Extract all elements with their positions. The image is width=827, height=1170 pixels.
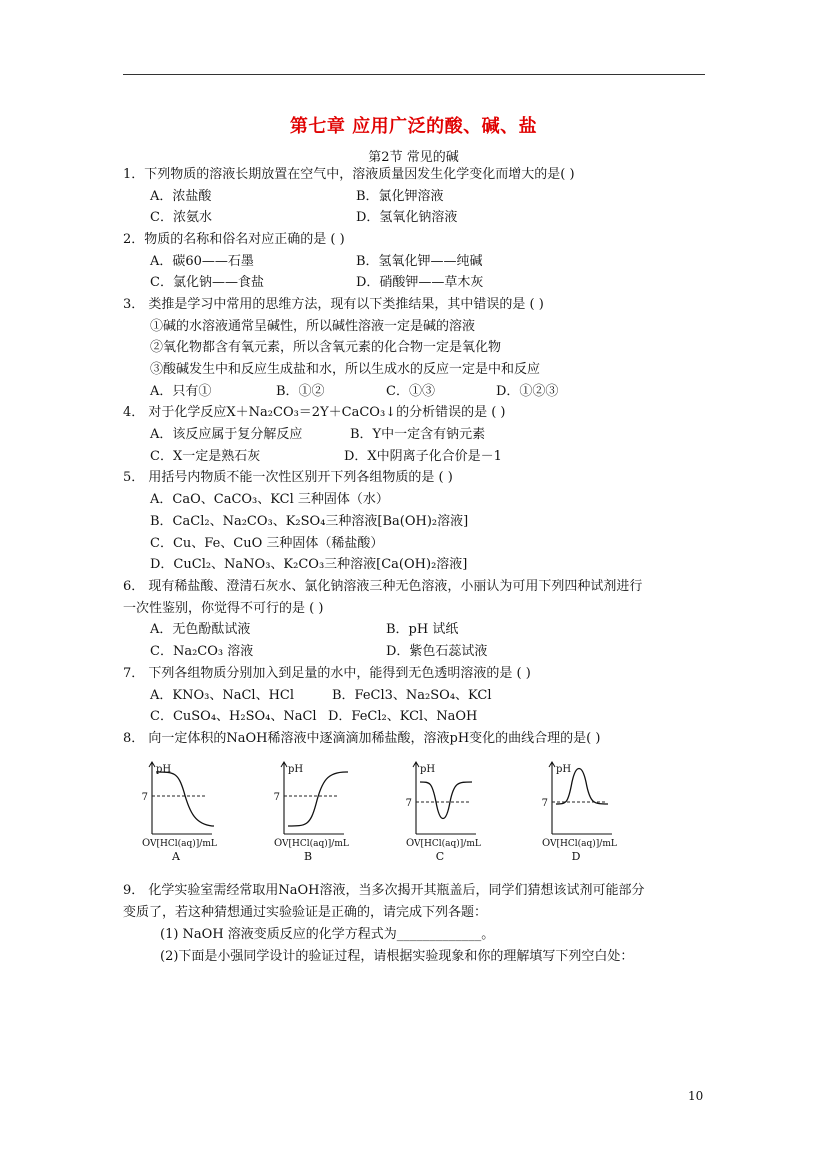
q6-option-d: D．紫色石蕊试液: [386, 644, 488, 659]
ph-curve-charts: [140, 758, 660, 863]
ph7-label-B: 7: [273, 792, 280, 803]
q3-option-b: B．①②: [276, 384, 325, 399]
q4-option-b: B．Y中一定含有钠元素: [350, 427, 486, 442]
q2-option-a: A．碳60——石墨: [150, 254, 254, 269]
q8-stem: 8． 向一定体积的NaOH稀溶液中逐滴滴加稀盐酸，溶液pH变化的曲线合理的是( ): [123, 731, 601, 746]
q9-stem-line2: 变质了，若这种猜想通过实验验证是正确的，请完成下列各题：: [123, 905, 488, 920]
q1-option-d: D．氢氧化钠溶液: [356, 210, 458, 225]
header-rule: [123, 74, 705, 75]
q1-option-a: A．浓盐酸: [150, 189, 212, 204]
q7-option-b: B．FeCl3、Na₂SO₄、KCl: [332, 688, 492, 703]
q1-stem: 1．下列物质的溶液长期放置在空气中，溶液质量因发生化学变化而增大的是( ): [123, 167, 575, 182]
q3-option-d: D．①②③: [496, 384, 559, 399]
q6-option-a: A．无色酚酞试液: [150, 622, 251, 637]
ph-curve-B: [288, 772, 348, 826]
q9-stem-line1: 9． 化学实验室需经常取用NaOH溶液，当多次揭开其瓶盖后，同学们猜想该试剂可能部分: [123, 883, 645, 898]
y-label-D: pH: [556, 764, 572, 775]
q1-option-b: B．氯化钾溶液: [356, 189, 444, 204]
q6-stem-line1: 6． 现有稀盐酸、澄清石灰水、氯化钠溶液三种无色溶液，小丽认为可用下列四种试剂进行: [123, 579, 643, 594]
q3-statement-2: ②氧化物都含有氧元素，所以含氧元素的化合物一定是氧化物: [150, 340, 502, 355]
origin-label-A: O: [142, 838, 151, 849]
q5-option-a: A．CaO、CaCO₃、KCl 三种固体（水）: [150, 492, 389, 507]
y-label-A: pH: [156, 764, 172, 775]
q6-option-b: B．pH 试纸: [386, 622, 459, 637]
q3-stem: 3． 类推是学习中常用的思维方法，现有以下类推结果，其中错误的是 ( ): [123, 297, 544, 312]
ph7-label-A: 7: [141, 792, 148, 803]
q2-stem: 2．物质的名称和俗名对应正确的是 ( ): [123, 232, 345, 247]
chapter-title: 第七章 应用广泛的酸、碱、盐: [289, 116, 538, 137]
q3-option-a: A．只有①: [150, 384, 212, 399]
q2-option-c: C．氯化钠——食盐: [150, 275, 264, 290]
q3-statement-3: ③酸碱发生中和反应生成盐和水，所以生成水的反应一定是中和反应: [150, 362, 541, 377]
panel-label-B: B: [303, 850, 313, 863]
q2-option-b: B．氢氧化钾——纯碱: [356, 254, 483, 269]
x-label-A: V[HCl(aq)]/mL: [150, 839, 217, 849]
q4-option-a: A．该反应属于复分解反应: [150, 427, 303, 442]
q2-option-d: D．硝酸钾——草木灰: [356, 275, 484, 290]
y-label-B: pH: [288, 764, 304, 775]
x-label-D: V[HCl(aq)]/mL: [550, 839, 617, 849]
x-label-C: V[HCl(aq)]/mL: [414, 839, 481, 849]
q3-statement-1: ①碱的水溶液通常呈碱性，所以碱性溶液一定是碱的溶液: [150, 319, 476, 334]
origin-label-B: O: [274, 838, 283, 849]
q7-option-c: C．CuSO₄、H₂SO₄、NaCl: [150, 709, 317, 724]
q5-stem: 5． 用括号内物质不能一次性区别开下列各组物质的是 ( ): [123, 470, 453, 485]
q3-option-c: C．①③: [386, 384, 435, 399]
q9-part-2: (2)下面是小强同学设计的验证过程，请根据实验现象和你的理解填写下列空白处：: [160, 949, 634, 964]
ph7-label-C: 7: [405, 798, 412, 809]
q9-part-1: (1) NaOH 溶液变质反应的化学方程式为_____________。: [160, 927, 495, 942]
panel-label-A: A: [172, 850, 180, 863]
q4-stem: 4． 对于化学反应X＋Na₂CO₃＝2Y＋CaCO₃↓的分析错误的是 ( ): [123, 405, 506, 420]
q4-option-d: D．X中阴离子化合价是－1: [344, 449, 502, 464]
q1-option-c: C．浓氨水: [150, 210, 212, 225]
ph7-label-D: 7: [541, 798, 548, 809]
q7-option-d: D．FeCl₂、KCl、NaOH: [328, 709, 478, 724]
q7-stem: 7． 下列各组物质分别加入到足量的水中，能得到无色透明溶液的是 ( ): [123, 666, 531, 681]
y-label-C: pH: [420, 764, 436, 775]
q7-option-a: A．KNO₃、NaCl、HCl: [150, 688, 295, 703]
q6-stem-line2: 一次性鉴别，你觉得不可行的是 ( ): [123, 601, 324, 616]
q5-option-d: D．CuCl₂、NaNO₃、K₂CO₃三种溶液[Ca(OH)₂溶液]: [150, 557, 468, 572]
ph-charts-svg: [140, 758, 660, 863]
section-title: 第2节 常见的碱: [368, 150, 459, 165]
q5-option-c: C．Cu、Fe、CuO 三种固体（稀盐酸）: [150, 536, 384, 551]
page-number: 10: [688, 1089, 704, 1103]
q4-option-c: C．X一定是熟石灰: [150, 449, 261, 464]
ph-curve-C: [420, 782, 472, 819]
panel-label-D: D: [571, 850, 581, 863]
origin-label-C: O: [406, 838, 415, 849]
ph-curve-A: [156, 772, 214, 826]
q5-option-b: B．CaCl₂、Na₂CO₃、K₂SO₄三种溶液[Ba(OH)₂溶液]: [150, 514, 469, 529]
panel-label-C: C: [435, 850, 445, 863]
origin-label-D: O: [542, 838, 551, 849]
q6-option-c: C．Na₂CO₃ 溶液: [150, 644, 254, 659]
x-label-B: V[HCl(aq)]/mL: [282, 839, 349, 849]
